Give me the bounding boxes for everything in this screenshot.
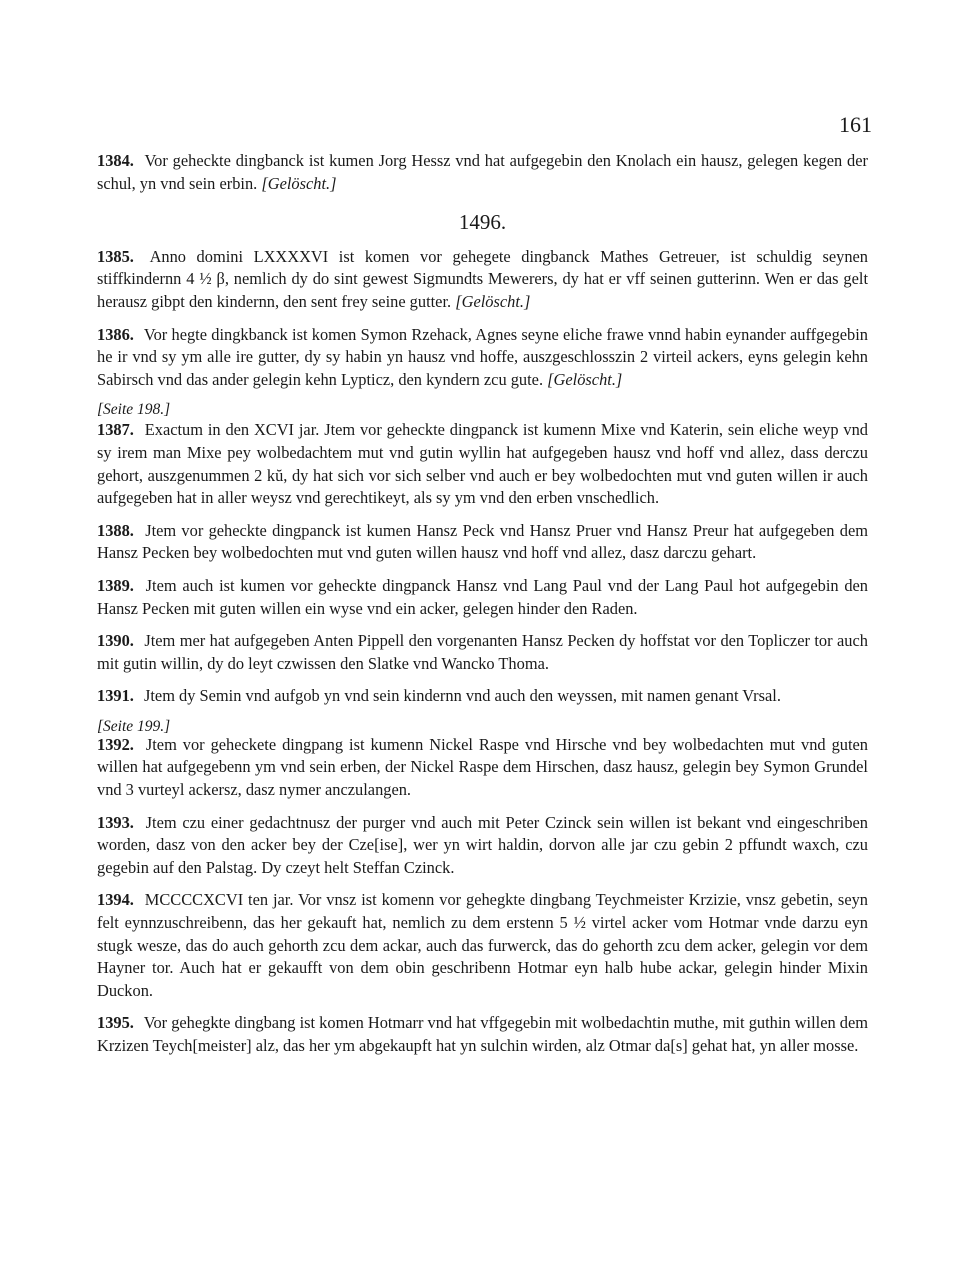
entry-text: Vor gehegkte dingbang ist komen Hotmarr vnd hat vffgegebin mit wolbedachtin muthe, mit guthin willen dem Krzizen Teych[meister] alz, das her ym abgekaupft hat yn sulchin wirden, alz Otmar da[s] gehat hat, yn aller mosse.: [97, 1013, 869, 1055]
page-reference: [Seite 198.]: [97, 401, 171, 419]
entry-1388: [97, 520, 868, 565]
page-number: 161: [839, 112, 872, 137]
entry-1395: [97, 1012, 868, 1057]
entry-text: Exactum in den XCVI jar. Jtem vor geheckte dingpanck ist kumenn Mixe vnd Katerin, sein eliche weyp vnd sy irem man Mixe pey wolbedachtem mut vnd gutin wyllin hat aufgegeben hausz vnd hoff vnd allez, dass derczu gehort, auszgenummen 2 kŭ, dy hat sich vor sich selber vnd auch er bey wolbedochten mut vnd guten willen ir auch aufgegeben hat in aller weysz vnd gerechtikeyt, als sy ym vnd den erben vnschedlich.: [97, 420, 868, 508]
entry-number: 1386.: [97, 324, 134, 344]
entry-number: 1392.: [97, 734, 134, 754]
entry-number: 1394.: [97, 890, 134, 910]
entry-text: Jtem auch ist kumen vor geheckte dingpanck Hansz vnd Lang Paul vnd der Lang Paul hot aufgegebin den Hansz Pecken mit guten willen ein wyse vnd ein acker, gelegen hinder den Raden.: [97, 575, 868, 618]
entry-number: 1395.: [97, 1013, 134, 1033]
entry-1394: [97, 889, 868, 1002]
page-reference: [Seite 199.]: [97, 717, 171, 735]
entry-number: 1387.: [97, 420, 134, 440]
entry-1389: [97, 575, 868, 620]
entry-text: Jtem vor geheckete dingpang ist kumenn Nickel Raspe vnd Hirsche vnd bey wolbedachten mut vnd guten willen hat aufgegebenn ym vnd sein erben, der Nickel Raspe dem Hirschen, dasz hausz, gelegin bey Symon Grundel vnd 3 vurteyl ackersz, dasz nymer anczulangen.: [97, 734, 868, 800]
deleted-note: [Gelöscht.]: [455, 291, 531, 311]
entry-1390: [97, 630, 868, 675]
entry-text: Jtem dy Semin vnd aufgob yn vnd sein kindernn vnd auch den weyssen, mit namen genant Vrsal.: [144, 686, 781, 706]
entry-number: 1390.: [97, 631, 134, 651]
entry-1384: [97, 150, 868, 195]
entry-number: 1385.: [97, 246, 134, 266]
entry-1392: [97, 734, 868, 802]
entry-1385: [97, 246, 868, 314]
entry-1393: [97, 812, 868, 880]
entry-text: MCCCCXCVI ten jar. Vor vnsz ist komenn vor gehegkte dingbang Teychmeister Krzizie, vnsz gebetin, seyn felt eynnzuschreibenn, das her gekauft hat, nemlich zu dem erstenn 5 ½ virtel acker vom Hotmar vnde darzu eyn stugk wesze, das do auch gehorth zcu dem ackar, auch das furwerck, das do gehorth zcu dem acker, gelegin vor dem Hayner tor. Auch hat er gekaufft von dem obin geschribenn Hotmar eyn halb hube ackar, gelegin hinder Mixin Duckon.: [97, 890, 868, 1000]
entry-text: Vor hegte dingkbanck ist komen Symon Rzehack, Agnes seyne eliche frawe vnnd habin eynander auffgegebin he ir vnd sy ym alle ire gutter, dy sy habin yn hausz vnd hoffe, auszgeschlosszin 2 virteil ackers, eyns gelegin kehn Sabirsch vnd das ander gelegin kehn Lypticz, den kyndern zcu gute.: [97, 324, 868, 389]
entry-1386: [97, 324, 868, 392]
entry-1387: [97, 419, 868, 509]
entry-text: Jtem mer hat aufgegeben Anten Pippell den vorgenanten Hansz Pecken dy hoffstat vor den Topliczer tor auch mit gutin willin, dy do leyt czwissen den Slatke vnd Wancko Thoma.: [97, 631, 868, 673]
entry-text: Vor geheckte dingbanck ist kumen Jorg Hessz vnd hat aufgegebin den Knolach ein hausz, gelegen kegen der schul, yn vnd sein erbin.: [97, 151, 868, 193]
year-heading: 1496.: [458, 210, 507, 235]
entry-number: 1388.: [97, 520, 134, 540]
deleted-note: [Gelöscht.]: [261, 173, 337, 193]
entry-text: Jtem vor geheckte dingpanck ist kumen Hansz Peck vnd Hansz Pruer vnd Hansz Preur hat aufgegeben dem Hansz Pecken bey wolbedochten mut vnd guten willen hausz vnd hoff vnd allez, dasz darczu gehart.: [97, 520, 868, 563]
entry-number: 1384.: [97, 151, 134, 170]
entry-number: 1389.: [97, 575, 134, 595]
entry-1391: [97, 685, 868, 708]
entry-text: Jtem czu einer gedachtnusz der purger vnd auch mit Peter Czinck sein willen ist bekant vnd eingeschriben worden, dasz von den acker bey der Cze[ise], wer yn wirt haldin, dorvon alle jar czu gebin 2 pffundt waxch, czu gegebin auf den Palstag. Dy czeyt helt Steffan Czinck.: [97, 812, 868, 877]
deleted-note: [Gelöscht.]: [547, 369, 623, 389]
document-body: [97, 150, 868, 1068]
entry-number: 1391.: [97, 686, 134, 706]
entry-number: 1393.: [97, 812, 134, 832]
entry-text: Anno domini LXXXXVI ist komen vor gehegete dingbanck Mathes Getreuer, ist schuldig seynen stiffkindernn 4 ½ β, nemlich dy do sint gewest Sigmundts Mewerers, dy hat er vff seinen gutterinn. Wen er das gelt herausz gibpt den kindernn, den sent frey seine gutter.: [97, 246, 868, 311]
